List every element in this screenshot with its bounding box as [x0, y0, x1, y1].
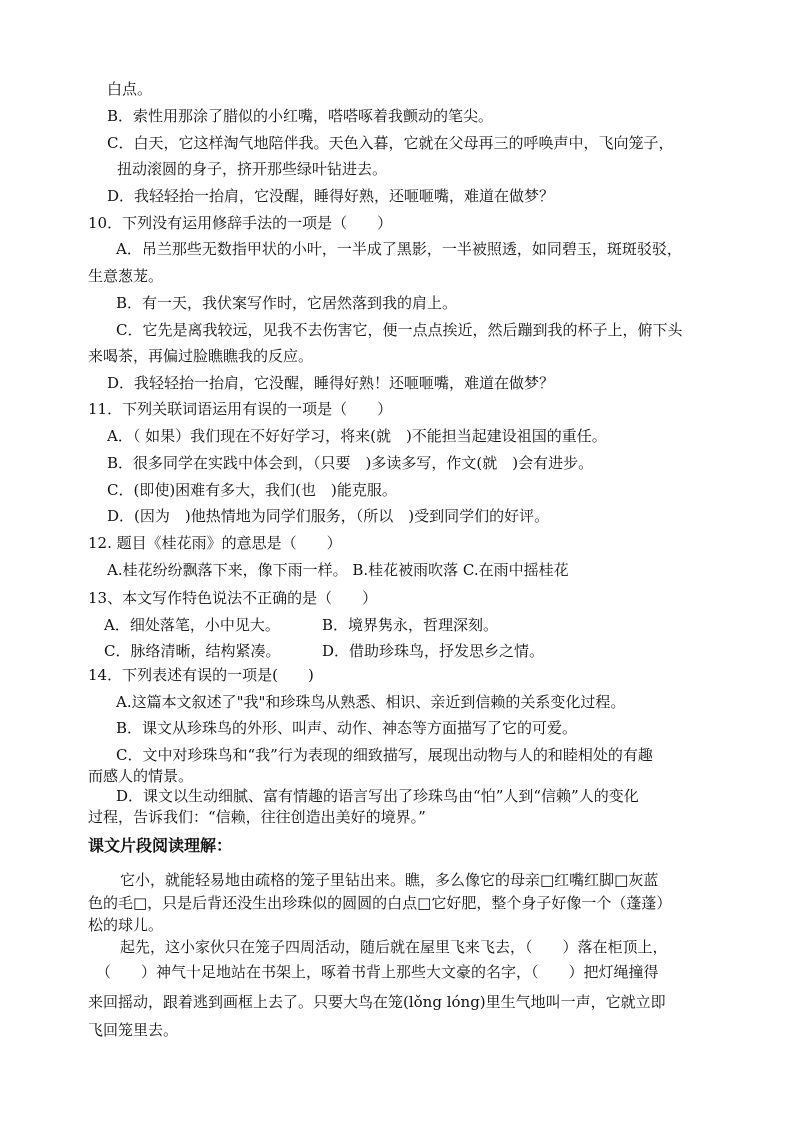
- q13-option-a: A．细处落笔，小中见大。: [104, 616, 280, 634]
- q12-question: 12. 题目《桂花雨》的意思是（ ）: [88, 534, 342, 552]
- q11-option-b: B．很多同学在实践中体会到，（只要 )多读多写，作文(就 )会有进步。: [107, 454, 594, 472]
- q14-option-a: A.这篇本文叙述了"我"和珍珠鸟从熟悉、相识、亲近到信赖的关系变化过程。: [116, 693, 626, 711]
- q11-option-d: D．(因为 )他热情地为同学们服务，（所以 )受到同学们的好评。: [107, 507, 550, 525]
- q10-option-b: B．有一天，我伏案写作时，它居然落到我的肩上。: [116, 294, 458, 312]
- q9-option-c: C．白天，它这样淘气地陪伴我。天色入暮，它就在父母再三的呼唤声中，飞向笼子，: [107, 134, 674, 152]
- q10-option-c: C．它先是离我较远，见我不去伤害它，便一点点挨近，然后蹦到我的杯子上，俯下头: [116, 321, 683, 339]
- passage-line: （ ）神气十足地站在书架上，啄着书背上那些大文豪的名字，（ ）把灯绳撞得: [96, 963, 659, 981]
- q9-option-c-cont: 扭动滚圆的身子，挤开那些绿叶钻进去。: [117, 160, 388, 178]
- q13-option-c: C．脉络清晰，结构紧凑。: [104, 642, 281, 660]
- q10-option-a: A．吊兰那些无数指甲状的小叶，一半成了黑影，一半被照透，如同碧玉，斑斑驳驳，: [116, 240, 682, 258]
- q14-option-d: D．课文以生动细腻、富有情趣的语言写出了珍珠鸟由“怕”人到“信赖”人的变化: [116, 787, 639, 805]
- q11-option-a: A．（ 如果）我们现在不好好学习，将来(就 )不能担当起建设祖国的重任。: [107, 427, 607, 445]
- q10-option-a-cont: 生意葱茏。: [88, 267, 164, 285]
- q9-option-d: D．我轻轻抬一抬肩，它没醒，睡得好熟，还咂咂嘴，难道在做梦？: [107, 187, 555, 205]
- q13-option-b: B．境界隽永，哲理深刻。: [322, 616, 499, 634]
- passage-line: 色的毛□，只是后背还没生出珍珠似的圆圆的白点□它好肥，整个身子好像一个（蓬蓬）: [88, 894, 672, 912]
- q13-option-d: D．借助珍珠鸟，抒发思乡之情。: [322, 642, 545, 660]
- q10-question: 10．下列没有运用修辞手法的一项是（ ）: [88, 214, 393, 232]
- q14-option-c-cont: 而感人的情景。: [88, 767, 194, 785]
- q10-option-d: D．我轻轻抬一抬肩，它没醒，睡得好熟！还咂咂嘴，难道在做梦？: [107, 374, 555, 392]
- q13-question: 13、本文写作特色说法不正确的是（ ）: [88, 589, 378, 607]
- passage-line: 松的球儿。: [88, 916, 164, 934]
- reading-section-heading: 课文片段阅读理解：: [88, 836, 233, 855]
- q12-options: A.桂花纷纷飘落下来，像下雨一样。 B.桂花被雨吹落 C.在雨中摇桂花: [107, 561, 569, 579]
- q14-option-b: B．课文从珍珠鸟的外形、叫声、动作、神态等方面描写了它的可爱。: [116, 719, 578, 737]
- q14-option-d-cont: 过程，告诉我们：“信赖，往往创造出美好的境界。”: [88, 808, 426, 826]
- q14-question: 14．下列表述有误的一项是( ): [88, 666, 314, 684]
- passage-line: 它小，就能轻易地由疏格的笼子里钻出来。瞧，多么像它的母亲□红嘴红脚□灰蓝: [120, 871, 659, 889]
- q10-option-c-cont: 来喝茶，再偏过脸瞧瞧我的反应。: [88, 347, 314, 365]
- passage-line: 来回摇动，跟着逃到画框上去了。只要大鸟在笼(lǒng lóng)里生气地叫一声，它就立即: [88, 993, 666, 1011]
- q9-option-b: B．索性用那涂了腊似的小红嘴，嗒嗒啄着我颤动的笔尖。: [107, 107, 494, 125]
- q11-option-c: C．(即使)困难有多大，我们(也 )能克服。: [107, 481, 397, 499]
- passage-line: 飞回笼里去。: [88, 1021, 179, 1039]
- q9-line-1: 白点。: [107, 80, 153, 98]
- q11-question: 11．下列关联词语运用有误的一项是（ ）: [88, 400, 393, 418]
- q14-option-c: C．文中对珍珠鸟和“我”行为表现的细致描写，展现出动物与人的和睦相处的有趣: [116, 746, 653, 764]
- passage-line: 起先，这小家伙只在笼子四周活动，随后就在屋里飞来飞去，（ ）落在柜顶上，: [120, 938, 668, 956]
